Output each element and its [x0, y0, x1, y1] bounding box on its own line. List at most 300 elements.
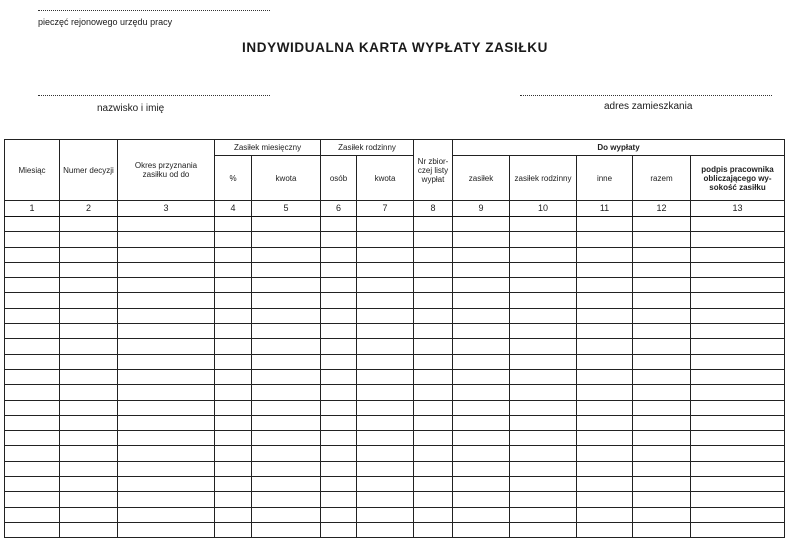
column-number: 10	[510, 201, 577, 217]
table-row	[5, 492, 785, 507]
table-cell	[321, 415, 357, 430]
table-cell	[357, 339, 414, 354]
table-cell	[321, 354, 357, 369]
table-cell	[633, 385, 691, 400]
table-cell	[357, 415, 414, 430]
table-cell	[577, 262, 633, 277]
table-cell	[453, 522, 510, 537]
table-cell	[577, 522, 633, 537]
group-family-header: Zasiłek rodzinny	[321, 140, 414, 156]
table-cell	[691, 369, 785, 384]
table-cell	[453, 477, 510, 492]
table-cell	[691, 415, 785, 430]
table-cell	[577, 507, 633, 522]
table-cell	[577, 324, 633, 339]
col-month-header: Miesiąc	[5, 140, 60, 201]
table-cell	[357, 369, 414, 384]
table-cell	[691, 385, 785, 400]
table-cell	[577, 247, 633, 262]
table-row	[5, 217, 785, 232]
table-cell	[118, 492, 215, 507]
table-cell	[252, 369, 321, 384]
table-cell	[215, 278, 252, 293]
table-cell	[510, 308, 577, 323]
column-number: 5	[252, 201, 321, 217]
table-cell	[252, 308, 321, 323]
group-payout-header: Do wypłaty	[453, 140, 785, 156]
table-cell	[633, 262, 691, 277]
table-cell	[5, 492, 60, 507]
table-cell	[252, 477, 321, 492]
table-cell	[510, 262, 577, 277]
table-row	[5, 400, 785, 415]
column-number: 7	[357, 201, 414, 217]
table-cell	[321, 492, 357, 507]
table-cell	[691, 522, 785, 537]
table-cell	[60, 369, 118, 384]
table-cell	[215, 369, 252, 384]
table-row	[5, 385, 785, 400]
table-cell	[118, 232, 215, 247]
table-cell	[60, 385, 118, 400]
table-cell	[357, 446, 414, 461]
table-cell	[414, 217, 453, 232]
table-cell	[453, 507, 510, 522]
table-cell	[60, 477, 118, 492]
table-cell	[633, 507, 691, 522]
table-cell	[60, 232, 118, 247]
col-percent-header: %	[215, 156, 252, 201]
table-cell	[577, 400, 633, 415]
table-cell	[5, 262, 60, 277]
table-cell	[252, 217, 321, 232]
table-cell	[118, 446, 215, 461]
table-cell	[5, 431, 60, 446]
table-cell	[321, 369, 357, 384]
table-cell	[453, 339, 510, 354]
table-row	[5, 324, 785, 339]
table-cell	[510, 339, 577, 354]
table-cell	[577, 492, 633, 507]
table-cell	[453, 308, 510, 323]
table-cell	[321, 278, 357, 293]
table-cell	[118, 262, 215, 277]
table-cell	[5, 308, 60, 323]
table-cell	[453, 293, 510, 308]
table-cell	[414, 400, 453, 415]
table-cell	[60, 293, 118, 308]
table-cell	[321, 339, 357, 354]
table-cell	[252, 354, 321, 369]
table-cell	[321, 507, 357, 522]
table-cell	[252, 461, 321, 476]
table-cell	[414, 369, 453, 384]
table-cell	[633, 492, 691, 507]
table-cell	[252, 446, 321, 461]
table-cell	[321, 262, 357, 277]
table-cell	[577, 217, 633, 232]
table-cell	[414, 293, 453, 308]
table-cell	[357, 217, 414, 232]
table-cell	[5, 278, 60, 293]
table-cell	[321, 247, 357, 262]
table-cell	[357, 400, 414, 415]
table-row	[5, 339, 785, 354]
name-label: nazwisko i imię	[97, 103, 165, 114]
col-family-amount-header: kwota	[357, 156, 414, 201]
table-cell	[633, 400, 691, 415]
table-cell	[510, 446, 577, 461]
table-cell	[215, 339, 252, 354]
table-cell	[510, 293, 577, 308]
table-cell	[118, 278, 215, 293]
table-cell	[510, 232, 577, 247]
table-cell	[577, 369, 633, 384]
table-cell	[414, 247, 453, 262]
column-number: 11	[577, 201, 633, 217]
table-cell	[118, 507, 215, 522]
table-cell	[5, 400, 60, 415]
table-cell	[357, 278, 414, 293]
table-cell	[414, 262, 453, 277]
table-cell	[414, 446, 453, 461]
table-cell	[357, 477, 414, 492]
table-cell	[633, 446, 691, 461]
table-cell	[215, 415, 252, 430]
table-cell	[633, 308, 691, 323]
form-title: INDYWIDUALNA KARTA WYPŁATY ZASIŁKU	[242, 40, 548, 55]
table-cell	[633, 339, 691, 354]
table-cell	[118, 415, 215, 430]
table-cell	[414, 507, 453, 522]
name-dotted-line	[38, 95, 270, 96]
table-cell	[691, 477, 785, 492]
column-number: 9	[453, 201, 510, 217]
table-cell	[453, 492, 510, 507]
table-row	[5, 369, 785, 384]
table-cell	[252, 247, 321, 262]
table-cell	[510, 278, 577, 293]
table-cell	[321, 385, 357, 400]
col-signature-header: podpis pracownika obliczającego wy-sokość zasiłku	[691, 156, 785, 201]
table-row	[5, 431, 785, 446]
table-cell	[5, 369, 60, 384]
table-cell	[633, 477, 691, 492]
table-cell	[252, 339, 321, 354]
table-cell	[357, 232, 414, 247]
table-cell	[633, 217, 691, 232]
table-cell	[321, 308, 357, 323]
table-cell	[453, 232, 510, 247]
table-cell	[414, 354, 453, 369]
table-cell	[5, 477, 60, 492]
table-cell	[5, 461, 60, 476]
table-cell	[252, 324, 321, 339]
table-cell	[252, 232, 321, 247]
table-cell	[252, 385, 321, 400]
table-cell	[60, 278, 118, 293]
table-cell	[577, 477, 633, 492]
table-cell	[691, 400, 785, 415]
table-row	[5, 232, 785, 247]
table-cell	[60, 354, 118, 369]
table-cell	[691, 232, 785, 247]
table-cell	[118, 461, 215, 476]
table-cell	[510, 369, 577, 384]
table-cell	[60, 415, 118, 430]
table-cell	[357, 507, 414, 522]
col-total-header: razem	[633, 156, 691, 201]
table-cell	[691, 262, 785, 277]
table-cell	[321, 217, 357, 232]
table-cell	[357, 324, 414, 339]
table-cell	[691, 278, 785, 293]
table-cell	[215, 354, 252, 369]
table-cell	[414, 522, 453, 537]
table-cell	[633, 461, 691, 476]
group-monthly-header: Zasiłek miesięczny	[215, 140, 321, 156]
table-cell	[252, 431, 321, 446]
table-cell	[357, 247, 414, 262]
table-cell	[691, 217, 785, 232]
table-cell	[453, 262, 510, 277]
table-cell	[577, 446, 633, 461]
table-cell	[118, 385, 215, 400]
column-number: 4	[215, 201, 252, 217]
table-cell	[252, 293, 321, 308]
column-number: 6	[321, 201, 357, 217]
table-cell	[414, 324, 453, 339]
table-cell	[5, 354, 60, 369]
table-cell	[357, 385, 414, 400]
table-cell	[252, 492, 321, 507]
table-cell	[321, 324, 357, 339]
table-cell	[577, 278, 633, 293]
table-cell	[453, 446, 510, 461]
table-cell	[215, 293, 252, 308]
table-cell	[414, 308, 453, 323]
table-cell	[5, 247, 60, 262]
table-cell	[215, 324, 252, 339]
table-cell	[510, 247, 577, 262]
table-cell	[510, 217, 577, 232]
table-cell	[321, 293, 357, 308]
table-row	[5, 446, 785, 461]
address-label: adres zamieszkania	[604, 101, 693, 112]
table-cell	[414, 461, 453, 476]
table-cell	[321, 400, 357, 415]
table-row	[5, 461, 785, 476]
table-cell	[633, 324, 691, 339]
header-row-groups	[5, 140, 785, 156]
table-cell	[60, 262, 118, 277]
col-monthly-amount-header: kwota	[252, 156, 321, 201]
table-cell	[510, 354, 577, 369]
table-cell	[453, 415, 510, 430]
table-cell	[510, 507, 577, 522]
table-cell	[453, 385, 510, 400]
table-cell	[633, 431, 691, 446]
table-cell	[357, 522, 414, 537]
table-cell	[357, 431, 414, 446]
table-cell	[321, 477, 357, 492]
table-cell	[691, 507, 785, 522]
table-row	[5, 293, 785, 308]
table-cell	[510, 522, 577, 537]
table-cell	[357, 354, 414, 369]
table-cell	[453, 461, 510, 476]
table-cell	[118, 369, 215, 384]
table-cell	[215, 507, 252, 522]
table-cell	[60, 461, 118, 476]
table-cell	[414, 385, 453, 400]
payout-table	[4, 139, 785, 538]
table-cell	[453, 354, 510, 369]
table-cell	[252, 507, 321, 522]
table-cell	[691, 308, 785, 323]
col-other-header: inne	[577, 156, 633, 201]
table-cell	[60, 431, 118, 446]
table-cell	[357, 293, 414, 308]
table-cell	[215, 492, 252, 507]
table-cell	[414, 477, 453, 492]
table-cell	[118, 217, 215, 232]
table-cell	[414, 278, 453, 293]
table-cell	[118, 522, 215, 537]
table-cell	[215, 400, 252, 415]
table-cell	[414, 431, 453, 446]
table-row	[5, 247, 785, 262]
table-cell	[321, 522, 357, 537]
col-period-header: Okres przyznania zasiłku od do	[118, 140, 215, 201]
table-cell	[453, 247, 510, 262]
table-cell	[577, 293, 633, 308]
table-cell	[60, 400, 118, 415]
table-cell	[118, 293, 215, 308]
table-row	[5, 477, 785, 492]
table-cell	[252, 400, 321, 415]
table-cell	[577, 415, 633, 430]
table-cell	[215, 232, 252, 247]
table-cell	[118, 308, 215, 323]
table-row	[5, 507, 785, 522]
table-cell	[510, 431, 577, 446]
table-cell	[577, 354, 633, 369]
table-cell	[215, 522, 252, 537]
table-cell	[118, 339, 215, 354]
table-row	[5, 308, 785, 323]
table-cell	[215, 308, 252, 323]
table-cell	[453, 217, 510, 232]
table-cell	[577, 308, 633, 323]
table-cell	[691, 293, 785, 308]
table-cell	[215, 385, 252, 400]
column-number: 8	[414, 201, 453, 217]
table-cell	[215, 247, 252, 262]
table-row	[5, 522, 785, 537]
column-number: 12	[633, 201, 691, 217]
table-cell	[691, 492, 785, 507]
table-cell	[453, 278, 510, 293]
table-cell	[5, 339, 60, 354]
table-cell	[321, 232, 357, 247]
table-cell	[60, 507, 118, 522]
table-cell	[5, 446, 60, 461]
table-row	[5, 262, 785, 277]
table-cell	[453, 431, 510, 446]
stamp-label: pieczęć rejonowego urzędu pracy	[38, 17, 173, 27]
table-cell	[691, 354, 785, 369]
table-cell	[252, 522, 321, 537]
table-cell	[357, 262, 414, 277]
table-cell	[691, 339, 785, 354]
table-cell	[633, 522, 691, 537]
table-cell	[633, 293, 691, 308]
column-number: 2	[60, 201, 118, 217]
table-cell	[5, 385, 60, 400]
table-cell	[60, 446, 118, 461]
col-family-benefit-header: zasiłek rodzinny	[510, 156, 577, 201]
table-cell	[252, 415, 321, 430]
table-cell	[60, 308, 118, 323]
table-cell	[5, 232, 60, 247]
table-cell	[510, 324, 577, 339]
table-cell	[414, 232, 453, 247]
stamp-dotted-line	[38, 10, 270, 11]
table-cell	[357, 492, 414, 507]
table-cell	[510, 477, 577, 492]
table-cell	[215, 477, 252, 492]
table-cell	[215, 431, 252, 446]
table-cell	[215, 461, 252, 476]
table-cell	[60, 339, 118, 354]
table-cell	[357, 461, 414, 476]
table-row	[5, 354, 785, 369]
table-row	[5, 415, 785, 430]
table-cell	[252, 262, 321, 277]
table-cell	[5, 293, 60, 308]
table-cell	[215, 217, 252, 232]
column-number: 3	[118, 201, 215, 217]
table-cell	[5, 217, 60, 232]
table-cell	[510, 415, 577, 430]
table-cell	[633, 247, 691, 262]
table-row	[5, 278, 785, 293]
table-cell	[510, 385, 577, 400]
table-cell	[414, 339, 453, 354]
table-cell	[414, 492, 453, 507]
table-cell	[252, 278, 321, 293]
table-cell	[118, 400, 215, 415]
table-cell	[5, 507, 60, 522]
table-cell	[633, 369, 691, 384]
table-cell	[414, 415, 453, 430]
table-cell	[453, 324, 510, 339]
table-cell	[321, 461, 357, 476]
table-cell	[60, 247, 118, 262]
table-cell	[691, 324, 785, 339]
table-cell	[118, 477, 215, 492]
table-cell	[5, 415, 60, 430]
table-cell	[691, 461, 785, 476]
table-cell	[577, 339, 633, 354]
table-cell	[118, 324, 215, 339]
table-cell	[118, 431, 215, 446]
col-benefit-header: zasiłek	[453, 156, 510, 201]
column-number-row	[5, 201, 785, 217]
table-cell	[60, 522, 118, 537]
table-cell	[633, 232, 691, 247]
